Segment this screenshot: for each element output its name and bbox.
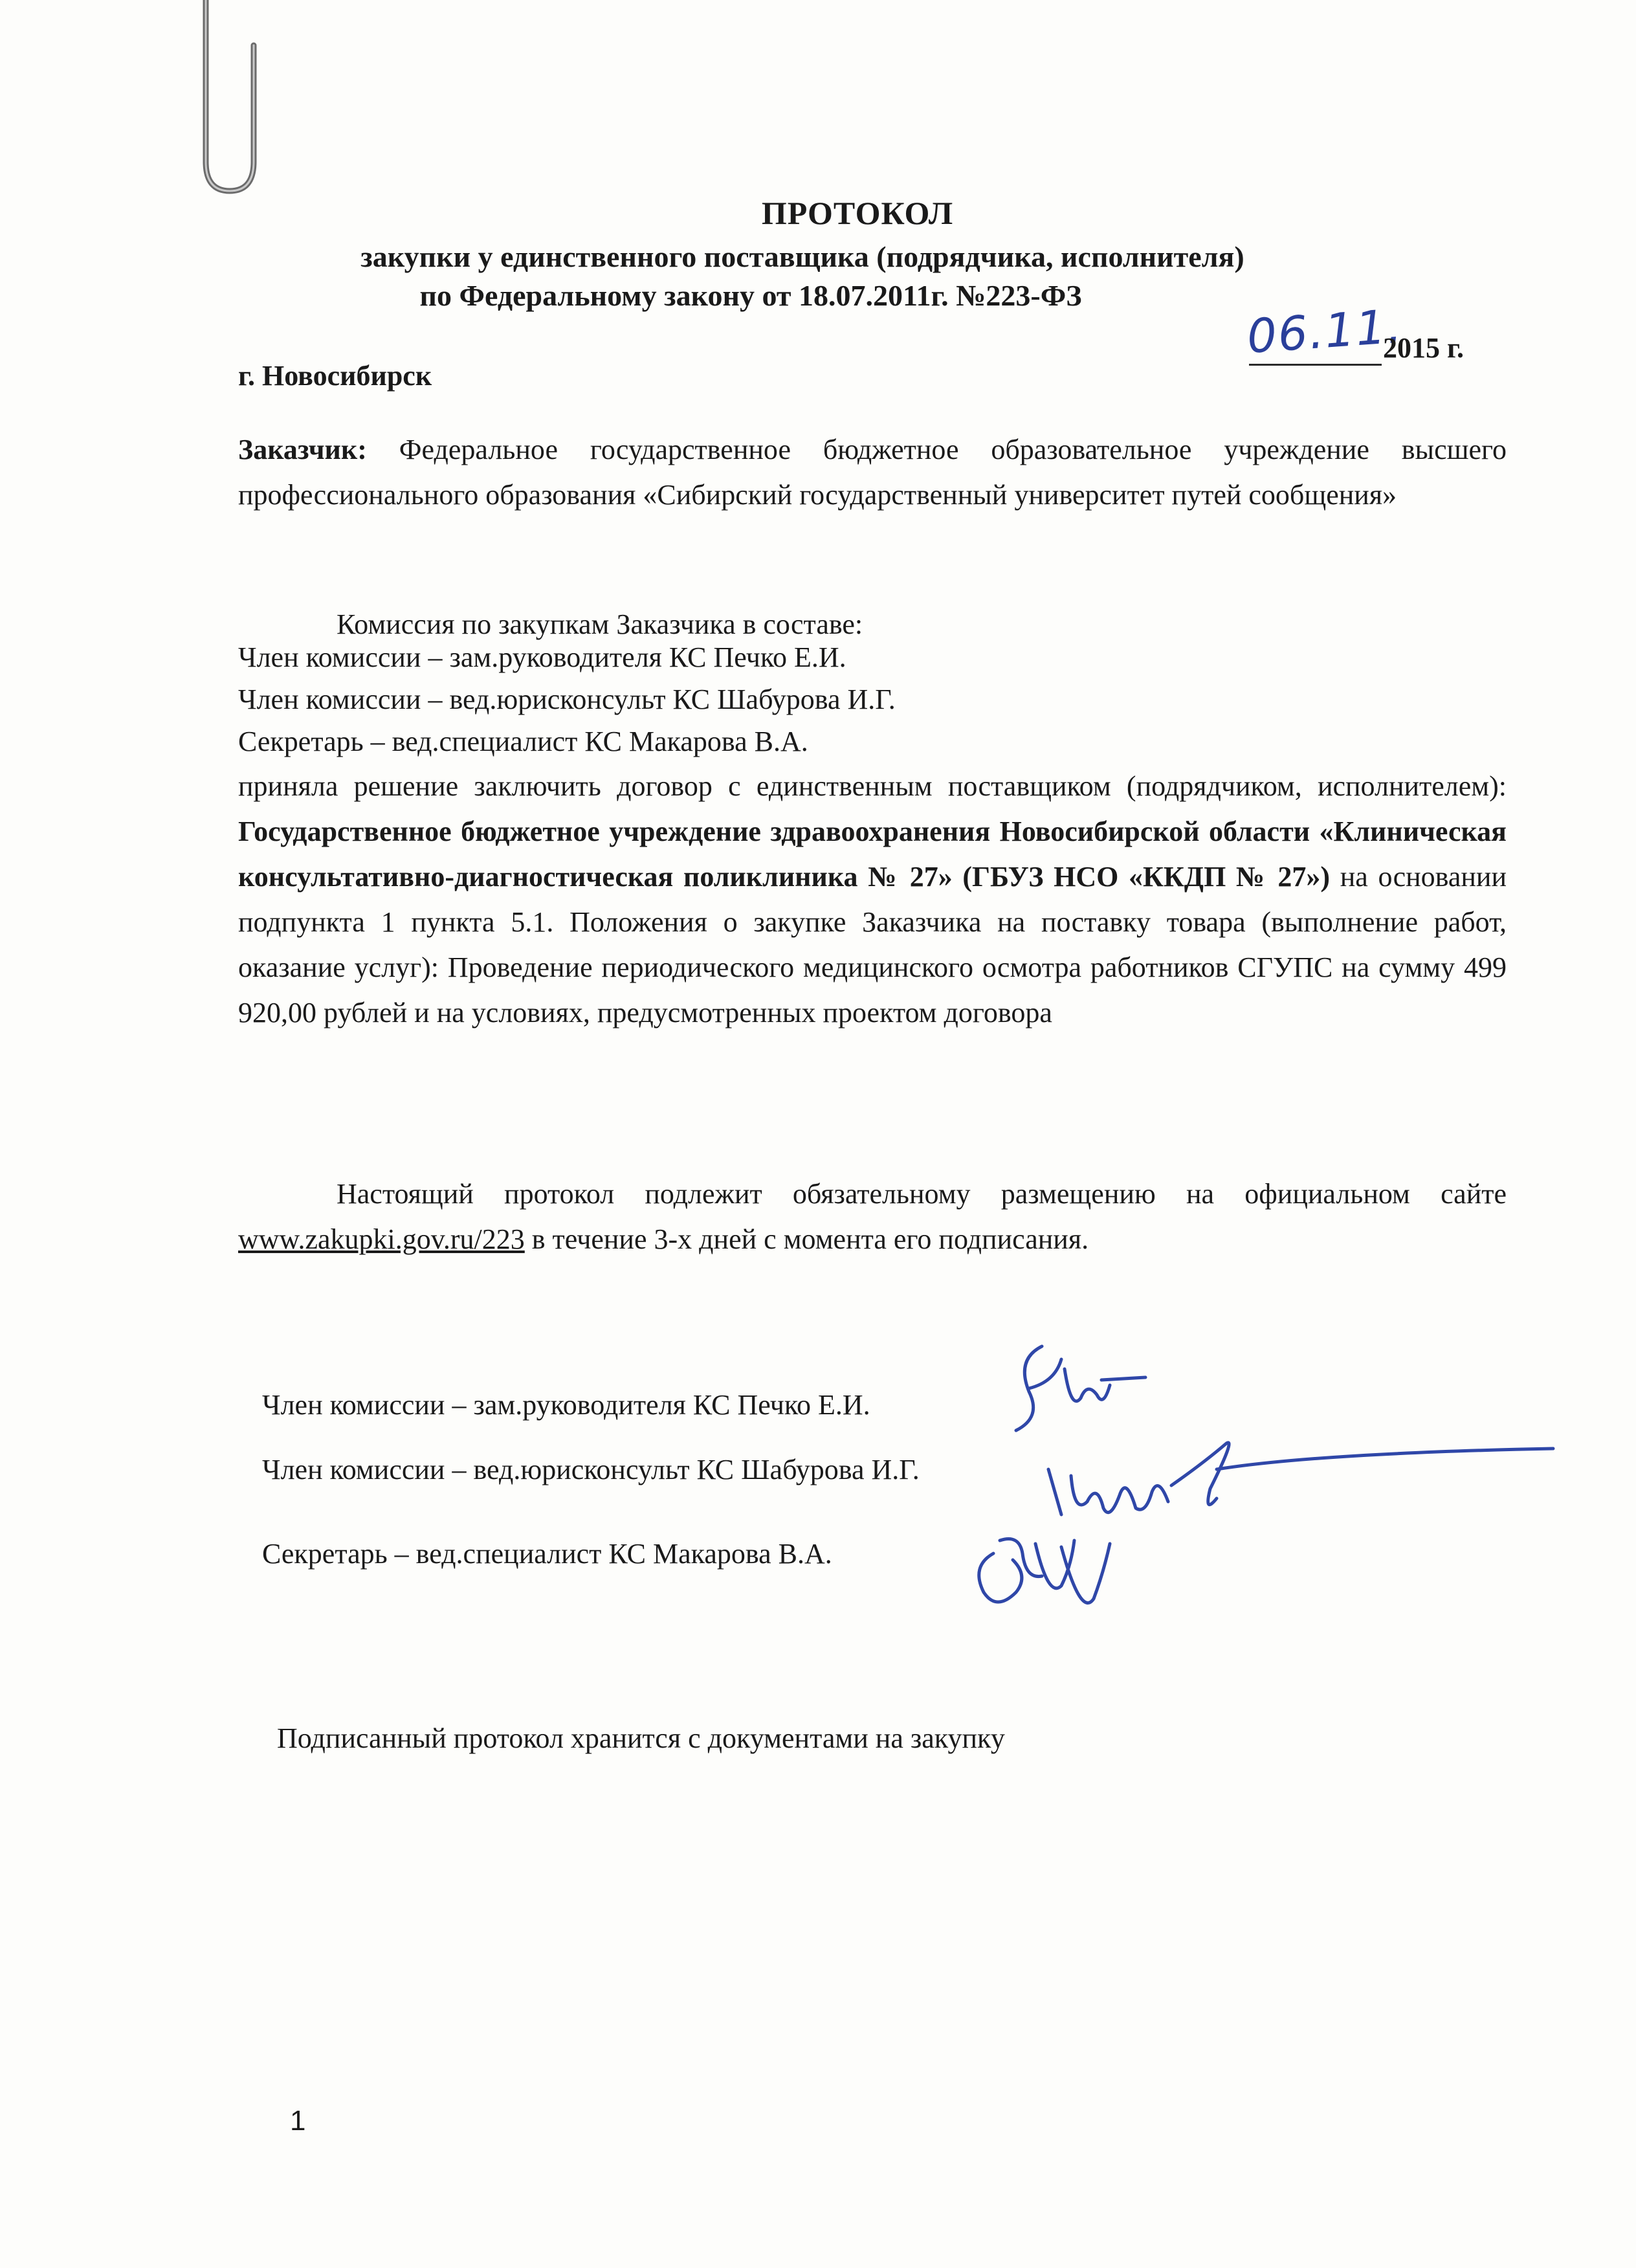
signatory-3: Секретарь – вед.специалист КС Макарова В.А. [262,1538,832,1570]
decision-basis: на основании подпункта 1 пункта 5.1. Положения о закупке Заказчика на поставку товара (выполнение работ, оказание услуг): Проведение периодического медицинского осмотра работников СГУПС на сумму 499 920,00 рублей и на условиях, предусмотренных проектом договора [238,861,1507,1028]
paper-clip-image [194,0,278,201]
stored-note: Подписанный протокол хранится с документами на закупку [277,1722,1005,1754]
date-year: 2015 г. [1383,332,1465,364]
page-number: 1 [290,2105,306,2137]
signatory-1: Член комиссии – зам.руководителя КС Печко Е.И. [262,1389,870,1421]
commission-member-1: Член комиссии – зам.руководителя КС Печко Е.И. [238,641,846,673]
commission-intro: Комиссия по закупкам Заказчика в составе: [337,608,863,640]
handwritten-signatures [932,1320,1579,1625]
zakupki-link[interactable]: www.zakupki.gov.ru/223 [238,1223,525,1255]
document-subtitle-line1: закупки у единственного поставщика (подрядчика, исполнителя) [360,240,1244,273]
notice-text-after: в течение 3-х дней с момента его подписания. [531,1223,1089,1255]
handwritten-date: 06.11. [1245,298,1405,364]
document-subtitle-line2: по Федеральному закону от 18.07.2011г. №223-ФЗ [419,279,1082,312]
signature-2-stroke [1048,1443,1553,1515]
supplier-name: Государственное бюджетное учреждение здравоохранения Новосибирской области «Клиническая консультативно-диагностическая поликлиника № 27» (ГБУЗ НСО «ККДП № 27») [238,816,1507,893]
commission-member-2: Член комиссии – вед.юрисконсульт КС Шабурова И.Г. [238,684,896,715]
document-title: ПРОТОКОЛ [761,195,954,231]
document-date [1245,298,1521,381]
city-label: г. Новосибирск [238,360,432,392]
customer-label: Заказчик: [238,434,367,465]
customer-text: Федеральное государственное бюджетное образовательное учреждение высшего профессионального образования «Сибирский государственный университет путей сообщения» [238,434,1507,511]
signature-3-stroke [979,1539,1110,1603]
signatory-2: Член комиссии – вед.юрисконсульт КС Шабурова И.Г. [262,1454,920,1485]
signature-1-stroke [1016,1346,1145,1430]
notice-paragraph [238,1172,1507,1262]
notice-text-before: Настоящий протокол подлежит обязательному размещению на официальном сайте [337,1178,1507,1210]
decision-prefix: приняла решение заключить договор с единственным поставщиком (подрядчиком, исполнителем): [238,770,1507,802]
customer-paragraph [238,427,1507,518]
date-underline [1249,364,1382,366]
decision-paragraph [238,764,1507,1036]
commission-member-3: Секретарь – вед.специалист КС Макарова В.А. [238,726,808,757]
